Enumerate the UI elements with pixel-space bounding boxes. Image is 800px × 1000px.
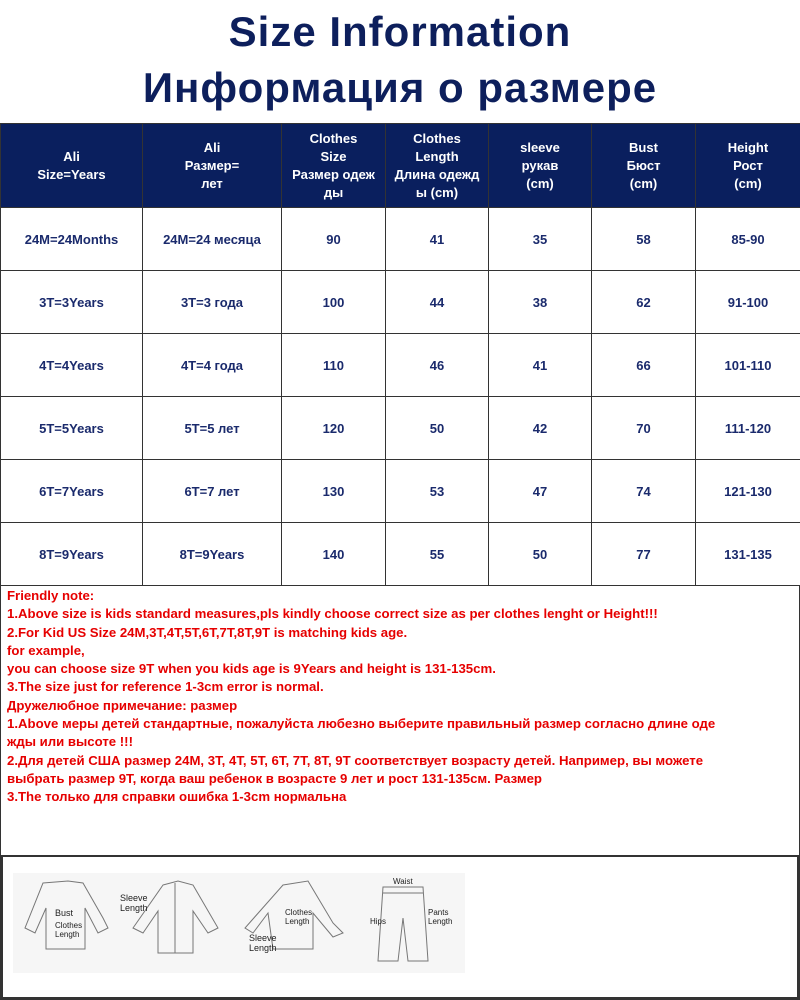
note-line: 1.Above size is kids standard measures,pls kindly choose correct size as per clothes lenght or Height!!!	[7, 606, 658, 622]
note-line: Дружелюбное примечание: размер	[7, 697, 238, 713]
table-cell: 6T=7Years	[1, 460, 143, 523]
table-header-row	[1, 124, 800, 208]
table-cell: 3T=3Years	[1, 271, 143, 334]
table-cell: 4T=4 года	[143, 334, 282, 397]
bust-label: Bust	[55, 908, 74, 918]
col-header: sleeve рукав (cm)	[489, 124, 592, 208]
table-cell: 50	[489, 523, 592, 586]
note-line: жды или высоте !!!	[7, 734, 133, 750]
note-line: 3.The size just for reference 1-3cm error is normal.	[7, 679, 324, 695]
friendly-notes	[0, 585, 800, 856]
size-table	[0, 123, 800, 586]
table-cell: 44	[386, 271, 489, 334]
table-cell: 111-120	[696, 397, 800, 460]
table-cell: 35	[489, 208, 592, 271]
table-cell: 77	[592, 523, 696, 586]
table-cell: 4T=4Years	[1, 334, 143, 397]
note-line: выбрать размер 9T, когда ваш ребенок в возрасте 9 лет и рост 131-135см. Размер	[7, 770, 542, 786]
col-header: Ali Размер= лет	[143, 124, 282, 208]
table-cell: 74	[592, 460, 696, 523]
note-line: 2.For Kid US Size 24M,3T,4T,5T,6T,7T,8T,9T is matching kids age.	[7, 624, 408, 640]
note-line: you can choose size 9T when you kids age is 9Years and height is 131-135cm.	[7, 661, 496, 677]
col-header: Bust Бюст (cm)	[592, 124, 696, 208]
note-line: 1.Above меры детей стандартные, пожалуйста любезно выберите правильный размер согласно длине оде	[7, 716, 716, 732]
waist-label: Waist	[393, 877, 413, 886]
table-cell: 120	[282, 397, 386, 460]
table-row	[1, 397, 800, 460]
clothes-length-label: Clothes Length	[55, 921, 83, 939]
hips-label: Hips	[370, 917, 387, 926]
table-cell: 100	[282, 271, 386, 334]
table-cell: 140	[282, 523, 386, 586]
measurement-illustration	[0, 856, 800, 1000]
table-cell: 53	[386, 460, 489, 523]
note-line: 2.Для детей США размер 24M, 3T, 4T, 5T, 6T, 7T, 8T, 9T соответствует возрасту детей. Например, вы можете	[7, 752, 704, 768]
table-cell: 6T=7 лет	[143, 460, 282, 523]
table-row	[1, 460, 800, 523]
table-cell: 85-90	[696, 208, 800, 271]
sleeve-length-label-2: Sleeve Length	[249, 933, 277, 953]
table-cell: 90	[282, 208, 386, 271]
table-row	[1, 334, 800, 397]
table-cell: 50	[386, 397, 489, 460]
table-row	[1, 523, 800, 586]
table-cell: 66	[592, 334, 696, 397]
table-cell: 55	[386, 523, 489, 586]
table-cell: 91-100	[696, 271, 800, 334]
table-cell: 47	[489, 460, 592, 523]
table-cell: 41	[386, 208, 489, 271]
table-row	[1, 208, 800, 271]
title-russian: Информация о размере	[142, 64, 658, 111]
table-cell: 101-110	[696, 334, 800, 397]
table-cell: 131-135	[696, 523, 800, 586]
table-cell: 24M=24Months	[1, 208, 143, 271]
table-cell: 8T=9Years	[143, 523, 282, 586]
table-cell: 24M=24 месяца	[143, 208, 282, 271]
table-cell: 42	[489, 397, 592, 460]
table-cell: 130	[282, 460, 386, 523]
table-cell: 38	[489, 271, 592, 334]
table-cell: 121-130	[696, 460, 800, 523]
col-header: Clothes Size Размер одеж ды	[282, 124, 386, 208]
table-cell: 58	[592, 208, 696, 271]
table-cell: 110	[282, 334, 386, 397]
col-header: Ali Size=Years	[1, 124, 143, 208]
table-cell: 41	[489, 334, 592, 397]
note-line: for example,	[7, 642, 85, 658]
table-cell: 5T=5 лет	[143, 397, 282, 460]
sleeve-length-label: Sleeve Length	[120, 893, 148, 913]
clothes-length-label-2: Clothes Length	[285, 908, 313, 926]
title-english: Size Information	[228, 8, 572, 55]
table-cell: 70	[592, 397, 696, 460]
table-cell: 8T=9Years	[1, 523, 143, 586]
table-cell: 46	[386, 334, 489, 397]
table-row	[1, 271, 800, 334]
table-cell: 62	[592, 271, 696, 334]
note-line: 3.The только для справки ошибка 1-3cm нормальна	[7, 789, 347, 805]
table-cell: 5T=5Years	[1, 397, 143, 460]
table-cell: 3T=3 года	[143, 271, 282, 334]
pants-length-label: Pants Length	[428, 908, 453, 926]
col-header: Height Рост (cm)	[696, 124, 800, 208]
note-line: Friendly note:	[7, 588, 95, 603]
col-header: Clothes Length Длина одежд ы (cm)	[386, 124, 489, 208]
